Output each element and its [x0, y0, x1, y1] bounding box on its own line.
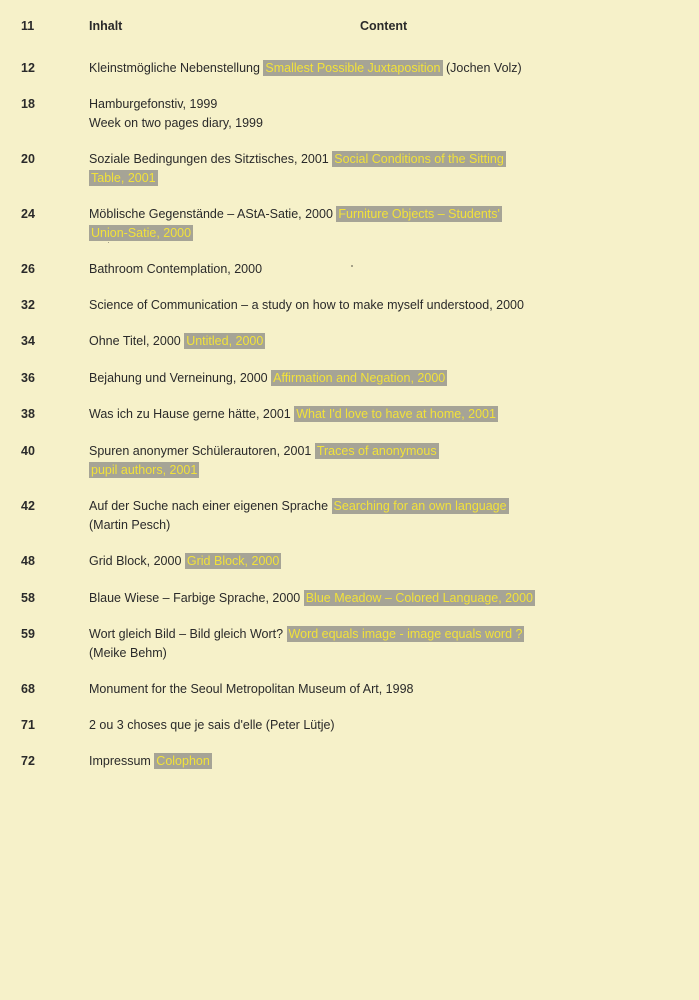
entry-page-number: 59 — [21, 627, 35, 641]
entry-english-title: Untitled, 2000 — [186, 334, 264, 348]
entry-german-title: Kleinstmögliche Nebenstellung — [89, 61, 264, 75]
entry-title — [89, 205, 539, 243]
entry-english-title: Affirmation and Negation, 2000 — [273, 371, 446, 385]
paper-speck — [108, 242, 109, 243]
entry-english-title: Searching for an own language — [333, 499, 507, 513]
entry-german-title: Möblische Gegenstände – AStA-Satie, 2000 — [89, 207, 337, 221]
entry-page-number: 18 — [21, 97, 35, 111]
entry-english-title: What I'd love to have at home, 2001 — [296, 407, 496, 421]
entry-title — [89, 296, 609, 315]
entry-title — [89, 369, 539, 388]
entry-german-title: Grid Block, 2000 — [89, 554, 185, 568]
entry-page-number: 24 — [21, 207, 35, 221]
entry-german-title: Hamburgefonstiv, 1999 — [89, 97, 218, 111]
entry-page-number: 40 — [21, 444, 35, 458]
entry-german-title: Soziale Bedingungen des Sitztisches, 2001 — [89, 152, 333, 166]
entry-title — [89, 59, 569, 78]
entry-title — [89, 95, 539, 133]
entry-page-number: 38 — [21, 407, 35, 421]
entry-german-title: Impressum — [89, 754, 155, 768]
header-page-number: 11 — [21, 19, 35, 33]
entry-german-title: Blaue Wiese – Farbige Sprache, 2000 — [89, 591, 304, 605]
entry-title — [89, 405, 539, 424]
paper-speck — [351, 265, 353, 267]
entry-author: (Jochen Volz) — [442, 61, 522, 75]
entry-german-title: Bejahung und Verneinung, 2000 — [89, 371, 272, 385]
entry-german-title: Ohne Titel, 2000 — [89, 334, 185, 348]
entry-page-number: 48 — [21, 554, 35, 568]
entry-page-number: 34 — [21, 334, 35, 348]
entry-second-line: Week on two pages diary, 1999 — [89, 116, 263, 130]
contents-header — [0, 19, 699, 35]
entry-english-title-continued: pupil authors, 2001 — [91, 463, 198, 477]
entry-english-title: Grid Block, 2000 — [186, 554, 280, 568]
entry-title — [89, 752, 539, 771]
entry-page-number: 68 — [21, 682, 35, 696]
entry-german-title: Science of Communication – a study on how to make myself understood, 2000 — [89, 298, 524, 312]
entry-title — [89, 625, 609, 663]
entry-page-number: 26 — [21, 262, 35, 276]
entry-english-title: Colophon — [156, 754, 210, 768]
entry-page-number: 72 — [21, 754, 35, 768]
entry-author: (Martin Pesch) — [89, 518, 171, 532]
entry-german-title: Wort gleich Bild – Bild gleich Wort? — [89, 627, 287, 641]
entry-german-title: Monument for the Seoul Metropolitan Museum of Art, 1998 — [89, 682, 414, 696]
entry-page-number: 58 — [21, 591, 35, 605]
entry-english-title: Furniture Objects – Students' Union-Satie, 2000 — [91, 207, 500, 240]
entry-title — [89, 716, 539, 735]
entry-english-title: Smallest Possible Juxtaposition — [265, 61, 441, 75]
header-content: Content — [360, 19, 408, 33]
entry-title — [89, 552, 539, 571]
entry-english-title: Traces of anonymous — [316, 444, 437, 458]
entry-german-title: Bathroom Contemplation, 2000 — [89, 262, 263, 276]
entry-title — [89, 260, 539, 279]
entry-page-number: 71 — [21, 718, 35, 732]
entry-english-title: Word equals image - image equals word ? — [288, 627, 523, 641]
entry-german-title: Auf der Suche nach einer eigenen Sprache — [89, 499, 332, 513]
header-inhalt: Inhalt — [89, 19, 123, 33]
entry-german-title: Spuren anonymer Schülerautoren, 2001 — [89, 444, 315, 458]
entry-title — [89, 442, 539, 480]
entry-german-title: Was ich zu Hause gerne hätte, 2001 — [89, 407, 295, 421]
entry-page-number: 20 — [21, 152, 35, 166]
entry-title — [89, 589, 609, 608]
entry-title — [89, 332, 539, 351]
entry-title — [89, 497, 539, 535]
entry-english-title: Blue Meadow – Colored Language, 2000 — [305, 591, 533, 605]
entry-german-title: 2 ou 3 choses que je sais d'elle (Peter Lütje) — [89, 718, 335, 732]
entry-english-title: Social Conditions of the Sitting Table, 2001 — [91, 152, 504, 185]
entry-title — [89, 680, 609, 699]
entry-page-number: 32 — [21, 298, 35, 312]
entry-title — [89, 150, 539, 188]
entry-page-number: 36 — [21, 371, 35, 385]
entry-page-number: 42 — [21, 499, 35, 513]
entry-page-number: 12 — [21, 61, 35, 75]
entry-author: (Meike Behm) — [89, 646, 167, 660]
